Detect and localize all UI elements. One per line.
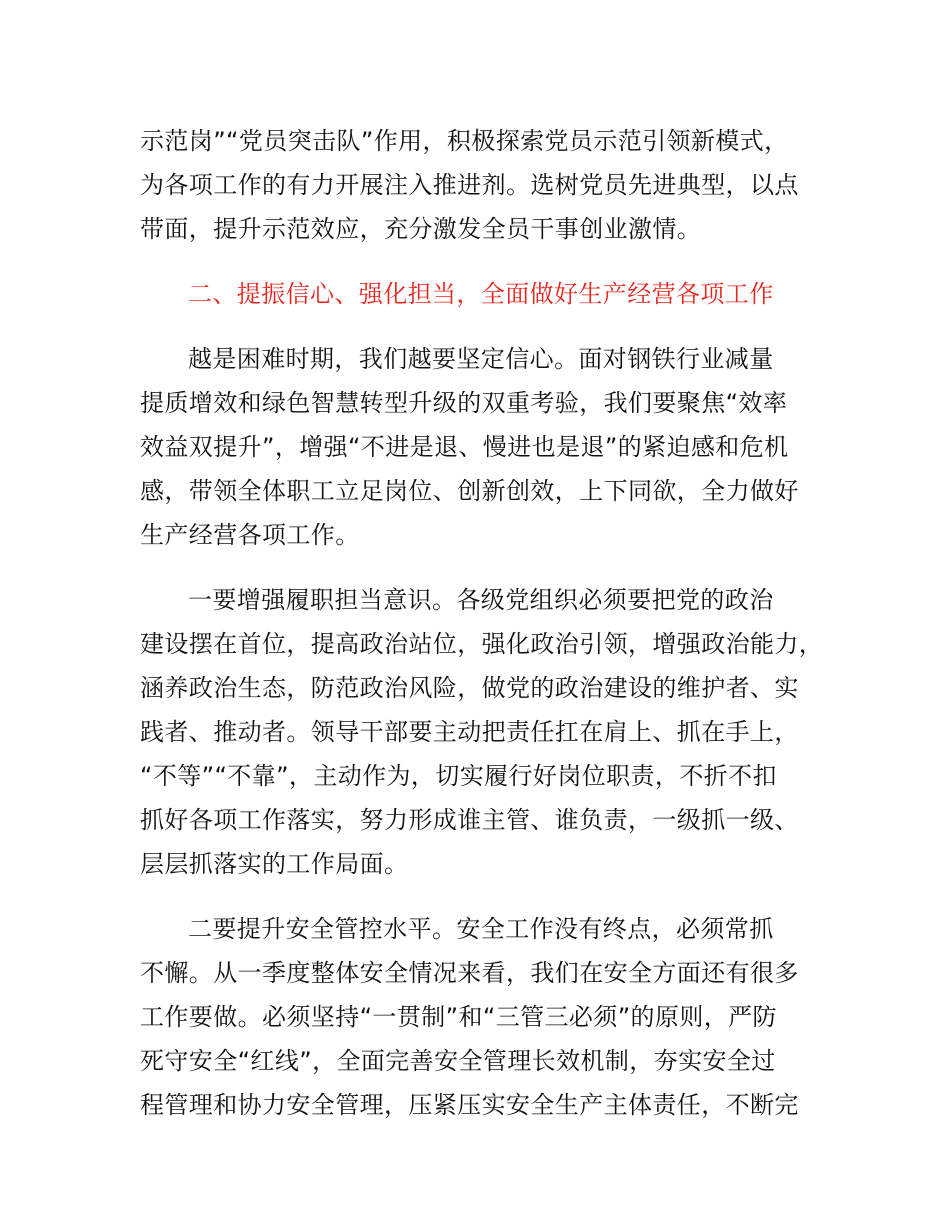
text-line: 二要提升安全管控水平。安全工作没有终点，必须常抓 <box>188 915 774 943</box>
text-line: 践者、推动者。领导干部要主动把责任扛在肩上、抓在手上， <box>140 718 799 746</box>
text-line: 感，带领全体职工立足岗位、创新创效，上下同欲，全力做好 <box>140 477 799 505</box>
text-line: 示范岗”“党员突击队”作用，积极探索党员示范引领新模式， <box>140 127 789 155</box>
text-line: “不等”“不靠”，主动作为，切实履行好岗位职责，不折不扣 <box>140 762 777 790</box>
text-line: 提质增效和绿色智慧转型升级的双重考验，我们要聚焦“效率 <box>140 389 788 417</box>
text-line: 不懈。从一季度整体安全情况来看，我们在安全方面还有很多 <box>140 959 799 987</box>
text-line: 效益双提升”，增强“不进是退、慢进也是退”的紧迫感和危机 <box>140 433 789 461</box>
text-line: 一要增强履职担当意识。各级党组织必须要把党的政治 <box>188 586 774 614</box>
text-line: 带面，提升示范效应，充分激发全员干事创业激情。 <box>140 215 702 243</box>
document-body <box>140 119 824 1127</box>
section-heading-text: 二、提振信心、强化担当，全面做好生产经营各项工作 <box>188 280 774 308</box>
text-line: 层层抓落实的工作局面。 <box>140 850 409 878</box>
text-line: 为各项工作的有力开展注入推进剂。选树党员先进典型，以点 <box>140 171 799 199</box>
paragraph-continuation <box>140 119 820 251</box>
text-line: 程管理和协力安全管理，压紧压实安全生产主体责任，不断完 <box>140 1091 799 1119</box>
paragraph <box>140 578 824 886</box>
text-line: 建设摆在首位，提高政治站位，强化政治引领，增强政治能力， <box>140 630 824 658</box>
text-line: 生产经营各项工作。 <box>140 521 360 549</box>
text-line: 工作要做。必须坚持“一贯制”和“三管三必须”的原则，严防 <box>140 1003 777 1031</box>
paragraph <box>140 907 820 1127</box>
section-heading <box>140 272 820 316</box>
text-line: 涵养政治生态，防范政治风险，做党的政治建设的维护者、实 <box>140 674 799 702</box>
paragraph <box>140 337 820 557</box>
text-line: 死守安全“红线”，全面完善安全管理长效机制，夯实安全过 <box>140 1047 776 1075</box>
text-line: 抓好各项工作落实，努力形成谁主管、谁负责，一级抓一级、 <box>140 806 799 834</box>
text-line: 越是困难时期，我们越要坚定信心。面对钢铁行业减量 <box>188 345 774 373</box>
